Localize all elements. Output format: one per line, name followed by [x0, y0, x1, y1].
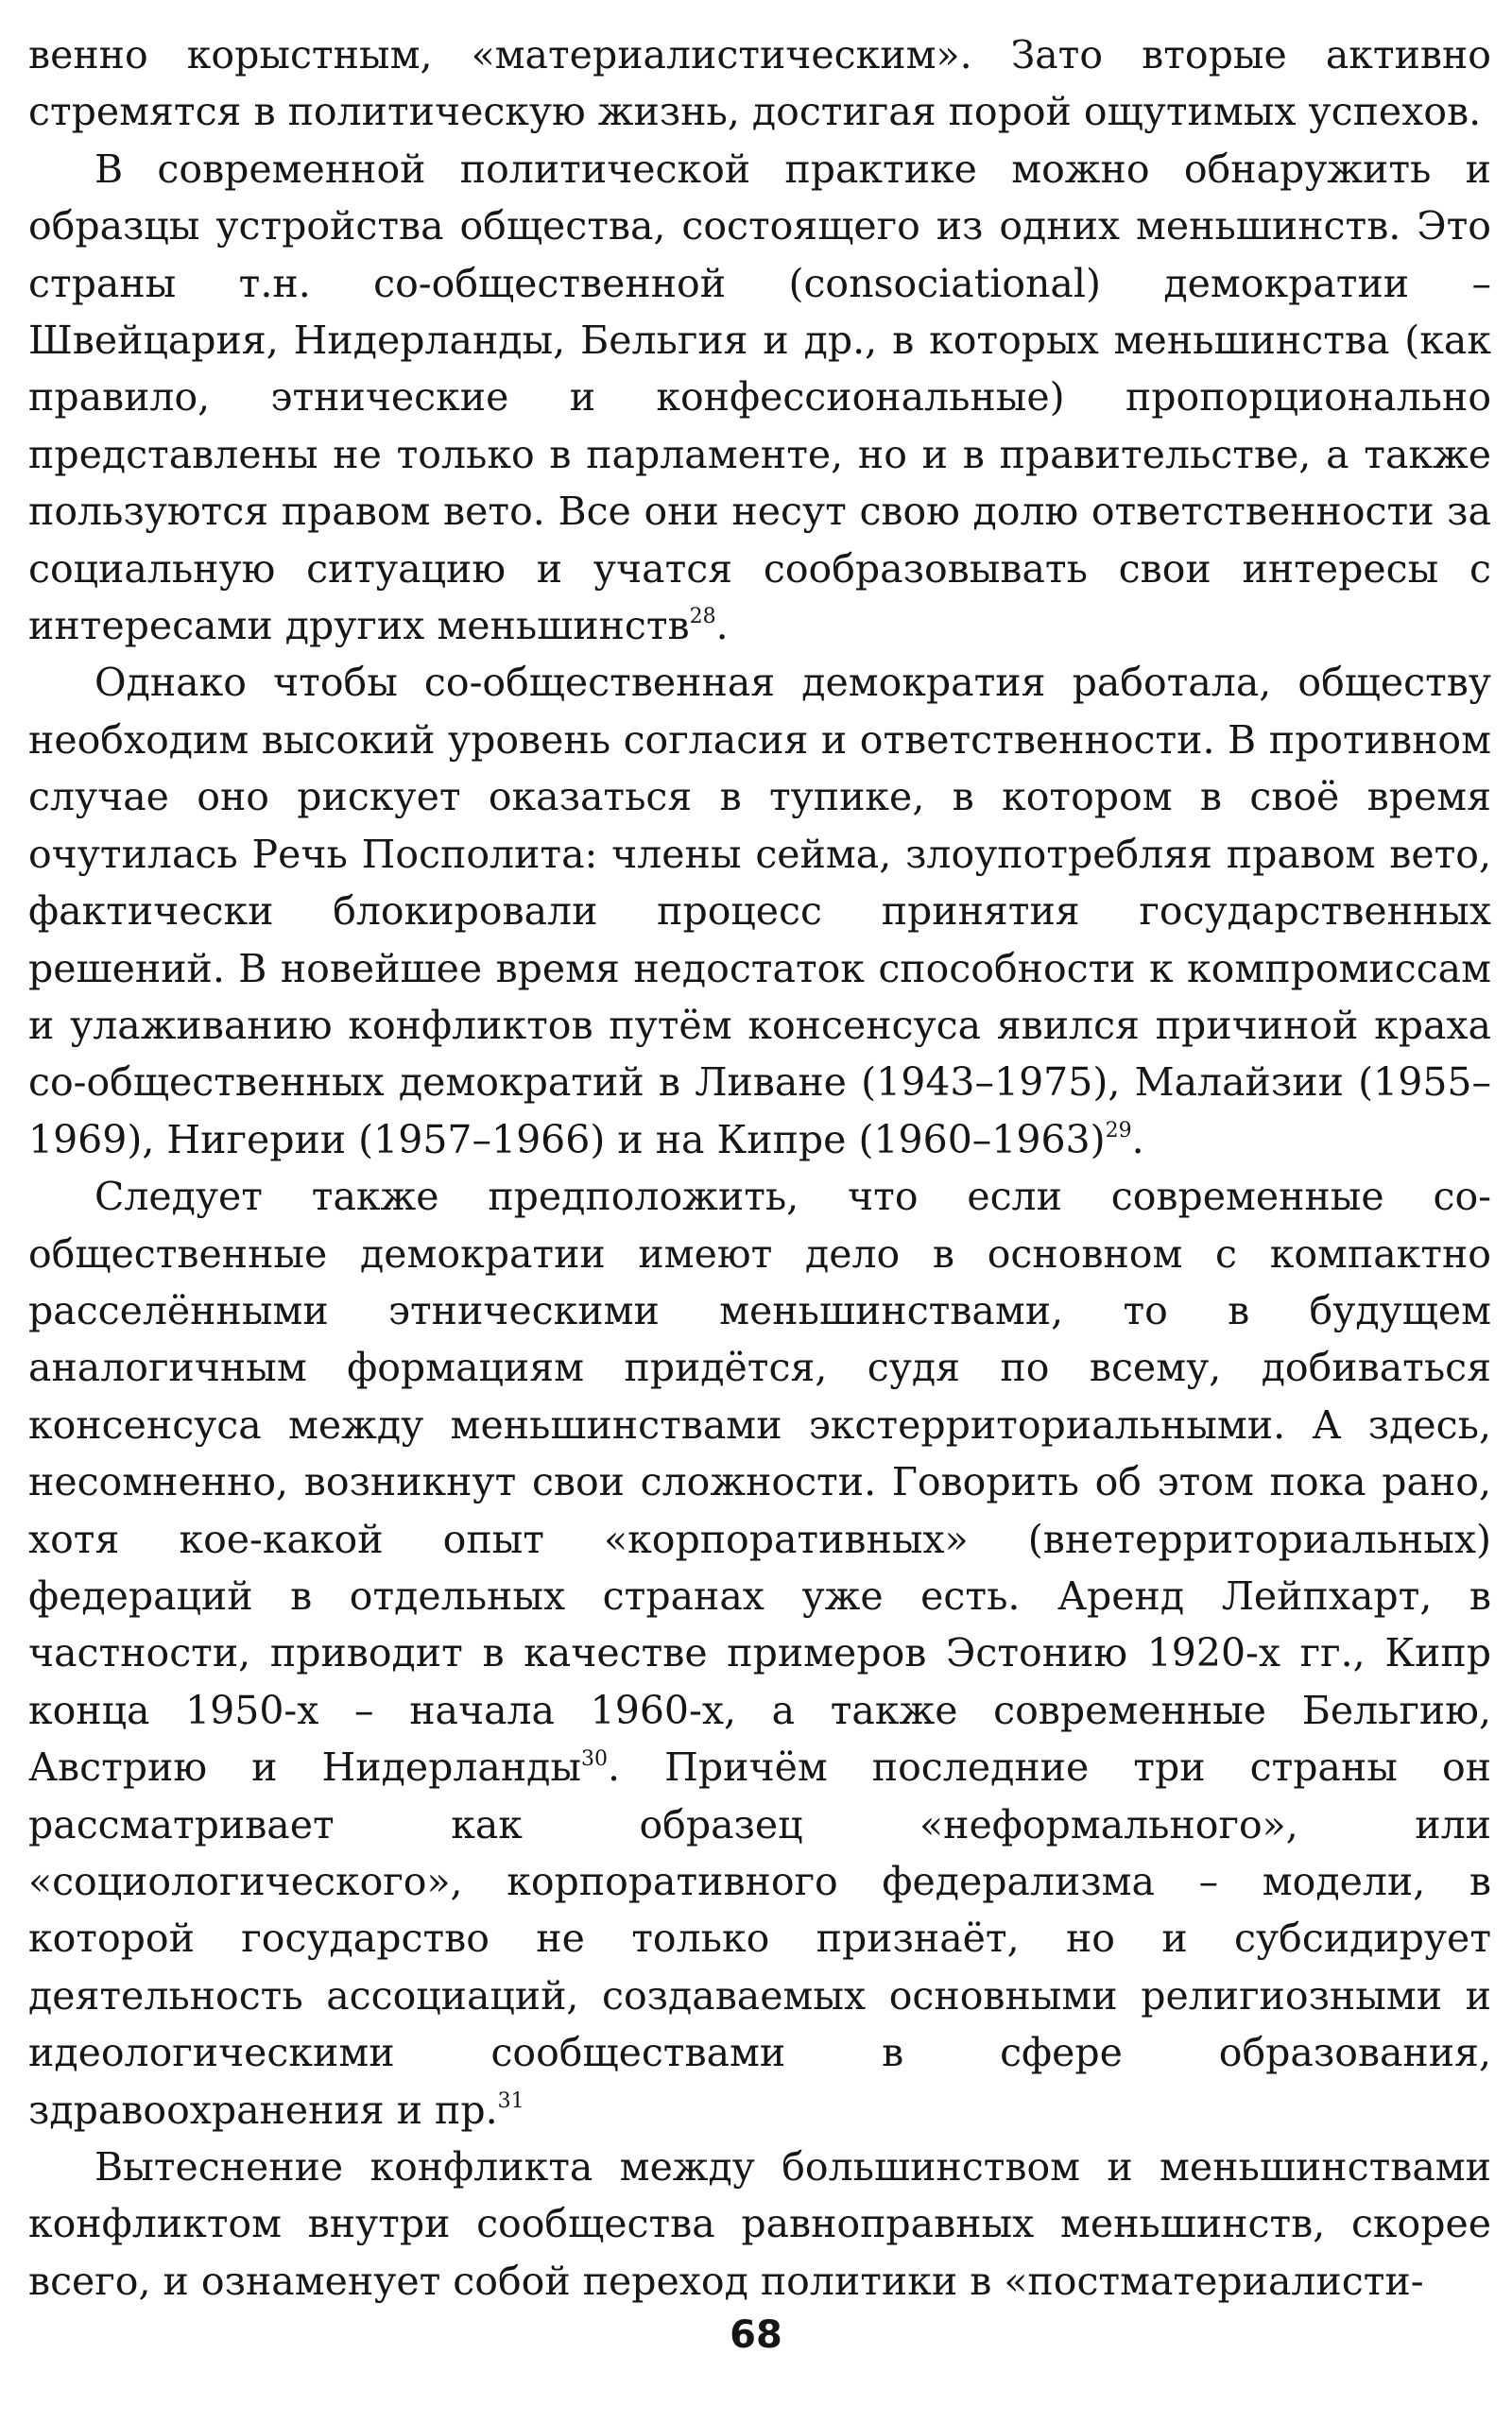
- page-number: 68: [730, 2313, 782, 2357]
- paragraph-4-text: Следует также предположить, что если современные со-общественные демократии имеют дело в основном с компактно расселёнными этническими меньшинствами, то в будущем аналогичным формациям придётся, судя по всему, добиваться консенсуса между меньшинствами экстерриториальными. А здесь, несомненно, возникнут свои сложности. Говорить об этом пока рано, хотя кое-какой опыт «корпоративных» (внетерриториальных) федераций в отдельных странах уже есть. Аренд Лейпхарт, в частности, приводит в качестве примеров Эстонию 1920-х гг., Кипр конца 1950-х – начала 1960-х, а также современные Бельгию, Австрию и Нидерланды: [28, 1174, 1491, 1791]
- paragraph-3: [28, 654, 1491, 1168]
- footnote-ref-28[interactable]: 28: [689, 605, 716, 629]
- paragraph-3-tail: .: [1131, 1116, 1144, 1162]
- paragraph-4-tail: . Причём последние три страны он рассматривает как образец «неформального», или «социологического», корпоративного федерализма – модели, в которой государство не только признаёт, но и субсидирует деятельность ассоциаций, создаваемых основными религиозными и идеологическими сообществами в сфере образования, здравоохранения и пр.: [28, 1744, 1492, 2133]
- paragraph-5-text: Вытеснение конфликта между большинством и меньшинствами конфликтом внутри сообщества равноправных меньшинств, скорее всего, и ознаменует собой переход политики в «постматериалисти-: [28, 2144, 1491, 2304]
- paragraph-1-text: венно корыстным, «материалистическим». Зато вторые активно стремятся в политическую жизнь, достигая порой ощутимых успехов.: [28, 32, 1491, 135]
- footnote-ref-31[interactable]: 31: [497, 2088, 524, 2113]
- paragraph-2-tail: .: [715, 603, 729, 649]
- paragraph-5: [28, 2139, 1491, 2310]
- footnote-ref-30[interactable]: 30: [581, 1746, 609, 1771]
- footnote-ref-29[interactable]: 29: [1105, 1119, 1132, 1143]
- paragraph-3-text: Однако чтобы со-общественная демократия работала, обществу необходим высокий уровень согласия и ответственности. В противном случае оно рискует оказаться в тупике, в котором в своё время очутилась Речь Посполита: члены сейма, злоупотребляя правом вето, фактически блокировали процесс принятия государственных решений. В новейшее время недостаток способности к компромиссам и улаживанию конфликтов путём консенсуса явился причиной краха со-общественных демократий в Ливане (1943–1975), Малайзии (1955–1969), Нигерии (1957–1966) и на Кипре (1960–1963): [28, 660, 1491, 1162]
- paragraph-1: [28, 26, 1491, 141]
- paragraph-2-text: В современной политической практике можно обнаружить и образцы устройства общества, состоящего из одних меньшинств. Это страны т.н. со-общественной (consociational) демократии – Швейцария, Нидерланды, Бельгия и др., в которых меньшинства (как правило, этнические и конфессиональные) пропорционально представлены не только в парламенте, но и в правительстве, а также пользуются правом вето. Все они несут свою долю ответственности за социальную ситуацию и учатся сообразовывать свои интересы с интересами других меньшинств: [28, 146, 1491, 649]
- paragraph-2: [28, 141, 1491, 655]
- page-body: [28, 26, 1491, 2310]
- paragraph-4: [28, 1168, 1491, 2139]
